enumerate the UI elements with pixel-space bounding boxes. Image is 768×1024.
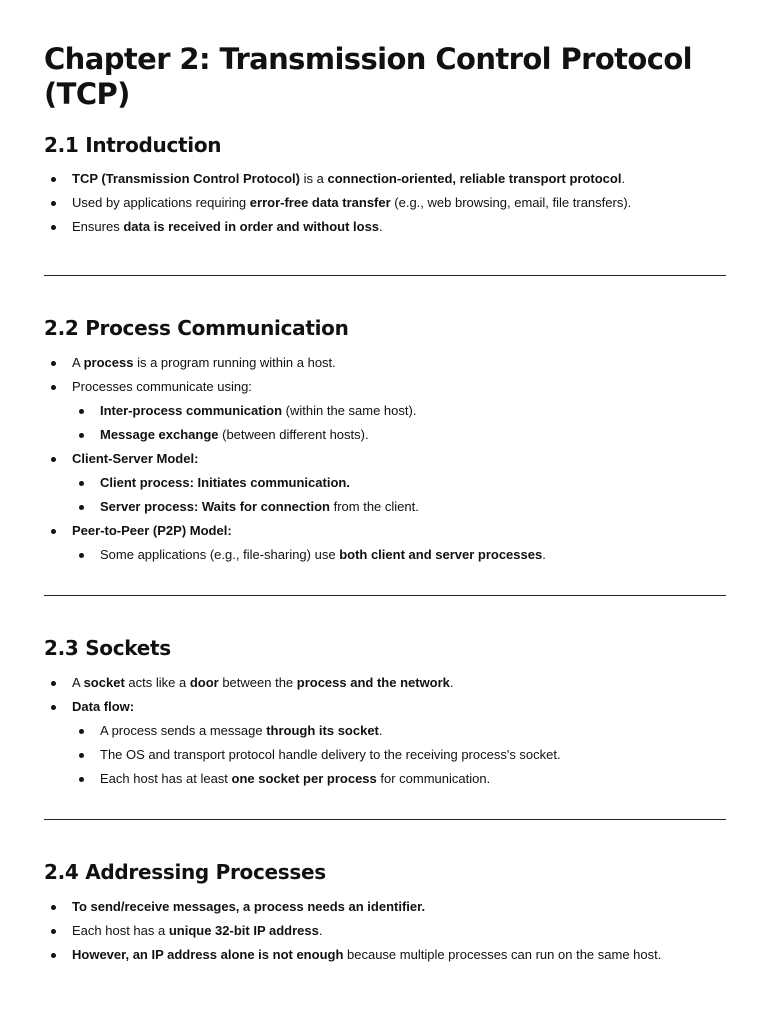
text: . (449, 675, 454, 690)
list-item (44, 675, 726, 691)
bold-text: door (189, 675, 219, 690)
list-item (44, 899, 726, 915)
text: acts like a (124, 675, 190, 690)
section-heading-sockets: 2.3 Sockets (44, 636, 171, 660)
nested-bullet-list (72, 475, 726, 515)
text: is a (300, 171, 328, 186)
bold-text: Data flow: (72, 699, 135, 714)
list-item (44, 379, 726, 443)
text: for communication. (376, 771, 491, 786)
bold-text: unique 32-bit IP address (168, 923, 319, 938)
list-item (44, 699, 726, 787)
list-item (72, 427, 726, 443)
bold-text: Peer-to-Peer (P2P) Model: (72, 523, 232, 538)
text: because multiple processes can run on the same host. (343, 947, 662, 962)
bold-text: Client-Server Model: (72, 451, 199, 466)
list-item (44, 451, 726, 515)
list-item (44, 219, 726, 235)
text: (e.g., web browsing, email, file transfers). (390, 195, 632, 210)
text: A (72, 355, 84, 370)
bold-text: connection-oriented, reliable transport protocol (327, 171, 622, 186)
section-divider (44, 595, 726, 596)
bold-text: TCP (Transmission Control Protocol) (72, 171, 301, 186)
list-item (44, 923, 726, 939)
text: Used by applications requiring (72, 195, 250, 210)
section-heading-process-communication: 2.2 Process Communication (44, 316, 349, 340)
text: . (318, 923, 323, 938)
text: A process sends a message (100, 723, 267, 738)
bold-text: process (83, 355, 134, 370)
text: Ensures (72, 219, 124, 234)
list-item (44, 355, 726, 371)
bold-text: data is received in order and without loss (123, 219, 380, 234)
process-communication-bullet-list (44, 355, 726, 563)
bold-text: However, an IP address alone is not enough (72, 947, 344, 962)
list-item (72, 547, 726, 563)
text: Each host has a (72, 923, 169, 938)
text: . (378, 723, 383, 738)
text: . (621, 171, 626, 186)
list-item (72, 723, 726, 739)
list-item (72, 499, 726, 515)
introduction-bullet-list (44, 171, 726, 235)
text: The OS and transport protocol handle delivery to the receiving process's socket. (100, 747, 561, 762)
list-item (44, 523, 726, 563)
text: . (542, 547, 546, 562)
sockets-bullet-list (44, 675, 726, 787)
bold-text: Message exchange (100, 427, 219, 442)
list-item (72, 747, 726, 763)
text: Processes communicate using: (72, 379, 252, 394)
text: Some applications (e.g., file-sharing) use (100, 547, 340, 562)
section-heading-introduction: 2.1 Introduction (44, 133, 222, 157)
nested-bullet-list (72, 403, 726, 443)
text: from the client. (329, 499, 419, 514)
bold-text: To send/receive messages, a process needs an identifier. (72, 899, 426, 914)
text: between the (218, 675, 297, 690)
list-item (44, 195, 726, 211)
bold-text: one socket per process (231, 771, 377, 786)
bold-text: process and the network (296, 675, 450, 690)
text: is a program running within a host. (133, 355, 336, 370)
nested-bullet-list (72, 547, 726, 563)
list-item (72, 771, 726, 787)
nested-bullet-list (72, 723, 726, 787)
list-item (72, 403, 726, 419)
addressing-processes-bullet-list (44, 899, 726, 963)
section-divider (44, 819, 726, 820)
bold-text: Inter-process communication (100, 403, 283, 418)
text: Each host has at least (100, 771, 232, 786)
list-item (44, 947, 726, 963)
section-divider (44, 275, 726, 276)
bold-text: through its socket (266, 723, 379, 738)
bold-text: both client and server processes (339, 547, 543, 562)
text: A (72, 675, 84, 690)
text: . (379, 219, 383, 234)
bold-text: Server process: Waits for connection (100, 499, 330, 514)
text: (between different hosts). (218, 427, 369, 442)
list-item (44, 171, 726, 187)
bold-text: socket (83, 675, 125, 690)
text: (within the same host). (282, 403, 417, 418)
section-heading-addressing-processes: 2.4 Addressing Processes (44, 860, 326, 884)
bold-text: error-free data transfer (249, 195, 391, 210)
chapter-title: Chapter 2: Transmission Control Protocol (TCP) (44, 42, 693, 111)
list-item (72, 475, 726, 491)
bold-text: Client process: Initiates communication. (100, 475, 350, 490)
